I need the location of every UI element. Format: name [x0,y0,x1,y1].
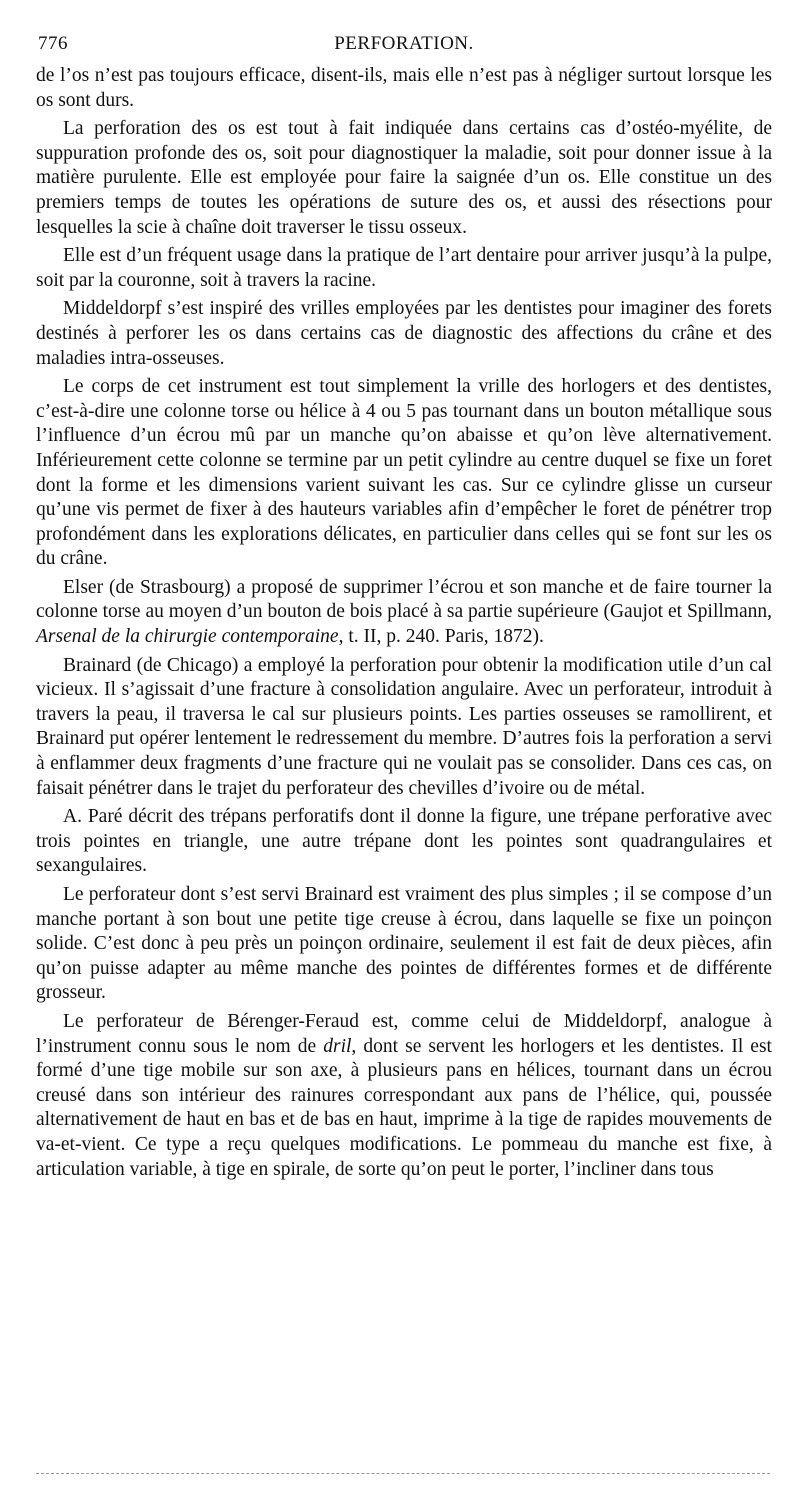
paragraph-elser-text: Elser (de Strasbourg) a proposé de supprimer l’écrou et son manche et de faire tourner la colonne torse au moyen d’un bouton de bois placé à sa partie supérieure (Gaujot et Spillmann, [36,576,772,623]
term-dril-italic: dril [323,1035,352,1057]
paragraph-berenger-text: Le perforateur de Bérenger-Feraud est, comme celui de Middeldorpf, analogue à l’instrument connu sous le nom de [36,1010,772,1057]
paragraph-berenger-rest: , dont se servent les horlogers et les dentistes. Il est formé d’une tige mobile sur son axe, à plusieurs pans en hélices, tournant dans un écrou creusé dans son intérieur des rainures correspondant aux pans de l’hélice, qui, poussée alternativement de haut en bas et de bas en haut, imprime à la tige de rapides mouvements de va-et-vient. Ce type a reçu quelques modifications. Le pommeau du manche est fixe, à articulation variable, à tige en spirale, de sorte qu’on peut le porter, l’incliner dans tous [36,1035,772,1180]
paragraph-indications: La perforation des os est tout à fait indiquée dans certains cas d’ostéo-myélite, de suppuration profonde des os, soit pour diagnostiquer la maladie, soit pour donner issue à la matière purulente. Elle est employée pour faire la saignée d’un os. Elle constitue un des premiers temps de toutes les opérations de suture des os, et aussi des résections pour lesquelles la scie à chaîne doit traverser le tissu osseux. [36,118,772,238]
bottom-divider [36,1473,770,1474]
paragraph-brainard-perforator: Le perforateur dont s’est servi Brainard est vraiment des plus simples ; il se compose d’un manche portant à son bout une petite tige creuse à écrou, dans laquelle se fixe un poinçon solide. C’est donc à peu près un poinçon ordinaire, seulement il est fait de deux pièces, afin qu’on puisse adapter au même manche des pointes de différentes formes et de différente grosseur. [36,884,772,1004]
page-header [38,30,770,58]
paragraph-instrument-body: Le corps de cet instrument est tout simplement la vrille des horlogers et des dentistes, c’est-à-dire une colonne torse ou hélice à 4 ou 5 pas tournant dans un bouton métallique sous l’influence d’un écrou mû par un manche qu’on abaisse et qu’on lève alternativement. Inférieurement cette colonne se termine par un petit cylindre au centre duquel se fixe un foret dont la forme et les dimensions varient suivant les cas. Sur ce cylindre glisse un curseur qu’une vis permet de fixer à des hauteurs variables afin d’empêcher le foret de pénétrer trop profondément dans les explorations délicates, en particulier dans celles qui se font sur les os du crâne. [36,376,772,570]
body-text [36,64,772,1186]
page-number: 776 [38,33,68,54]
paragraph-middeldorpf: Middeldorpf s’est inspiré des vrilles employées par les dentistes pour imaginer des forets destinés à perforer les os dans certains cas de diagnostic des affections du crâne et des maladies intra-osseuses. [36,298,772,369]
paragraph-berenger-feraud [36,1010,772,1182]
paragraph-dental-use: Elle est d’un fréquent usage dans la pratique de l’art dentaire pour arriver jusqu’à la pulpe, soit par la couronne, soit à travers la racine. [36,245,772,291]
paragraph-continuation: de l’os n’est pas toujours efficace, disent-ils, mais elle n’est pas à négliger surtout lorsque les os sont durs. [36,65,772,111]
running-title: PERFORATION. [334,33,474,54]
paragraph-elser [36,576,772,650]
paragraph-brainard: Brainard (de Chicago) a employé la perforation pour obtenir la modification utile d’un cal vicieux. Il s’agissait d’une fracture à consolidation angulaire. Avec un perforateur, introduit à travers la peau, il traversa le cal sur plusieurs points. Les parties osseuses se ramollirent, et Brainard put opérer lentement le redressement du membre. D’autres fois la perforation a servi à enflammer deux fragments d’une fracture qui ne voulait pas se consolider. Dans ces cas, on faisait pénétrer dans le trajet du perforateur des chevilles d’ivoire ou de métal. [36,654,772,799]
paragraph-pare: A. Paré décrit des trépans perforatifs dont il donne la figure, une trépane perforative avec trois pointes en triangle, une autre trépane dont les pointes sont quadrangulaires et sexangulaires. [36,806,772,877]
book-title-italic: Arsenal de la chirurgie contemporaine [36,626,339,648]
paragraph-elser-citation: , t. II, p. 240. Paris, 1872). [338,626,544,648]
